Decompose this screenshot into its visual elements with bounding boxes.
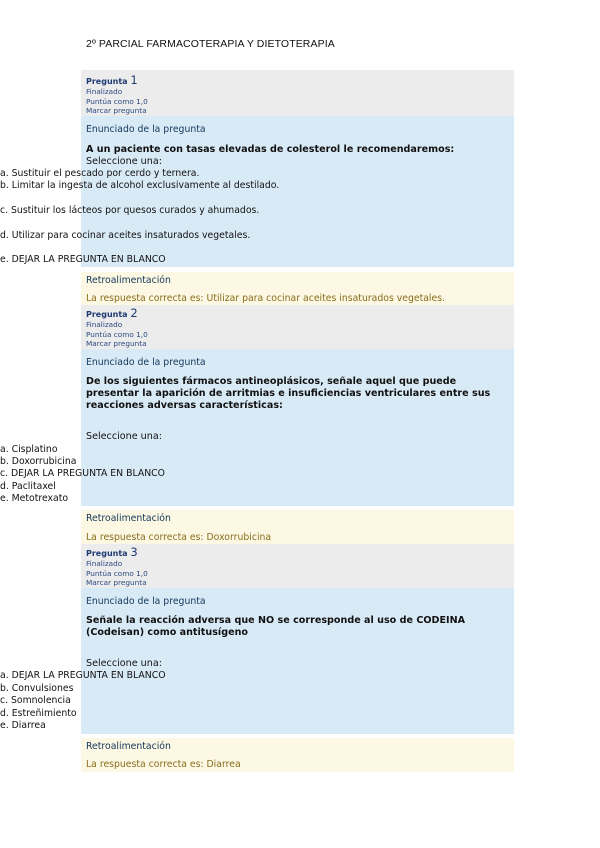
correct-answer: La respuesta correcta es: Doxorrubicina	[86, 532, 272, 543]
feedback-1	[81, 272, 514, 305]
question-content-2	[81, 349, 514, 506]
flag-question-link[interactable]: Marcar pregunta	[86, 339, 147, 348]
question-content-1	[81, 116, 514, 267]
statement-header: Enunciado de la pregunta	[86, 596, 206, 607]
select-label: Seleccione una:	[86, 156, 162, 167]
question-info-1	[81, 70, 514, 116]
answer-option-d[interactable]: d. Estreñimiento	[0, 708, 77, 719]
question-content-3	[81, 588, 514, 734]
flag-question-link[interactable]: Marcar pregunta	[86, 578, 147, 587]
answer-option-e[interactable]: e. Metotrexato	[0, 493, 69, 504]
flag-question-link[interactable]: Marcar pregunta	[86, 106, 147, 115]
answer-option-c[interactable]: c. Somnolencia	[0, 695, 71, 706]
answer-option-d[interactable]: d. Paclitaxel	[0, 481, 56, 492]
select-label: Seleccione una:	[86, 431, 162, 442]
answer-option-b[interactable]: b. Convulsiones	[0, 683, 74, 694]
question-stem: A un paciente con tasas elevadas de colesterol le recomendaremos:	[86, 144, 455, 155]
feedback-header: Retroalimentación	[86, 275, 171, 286]
question-stem: Señale la reacción adversa que NO se corresponde al uso de CODEINA (Codeisan) como antitusígeno	[86, 615, 466, 638]
question-number: Pregunta 3	[86, 545, 138, 559]
answer-option-e[interactable]: e. Diarrea	[0, 720, 46, 731]
question-status: Finalizado	[86, 559, 123, 568]
answer-option-a[interactable]: a. Cisplatino	[0, 444, 58, 455]
answer-option-e[interactable]: e. DEJAR LA PREGUNTA EN BLANCO	[0, 254, 166, 265]
question-score: Puntúa como 1,0	[86, 569, 148, 578]
statement-header: Enunciado de la pregunta	[86, 124, 206, 135]
question-status: Finalizado	[86, 320, 123, 329]
feedback-3	[81, 738, 514, 772]
document-title: 2º PARCIAL FARMACOTERAPIA Y DIETOTERAPIA	[86, 38, 335, 50]
question-number: Pregunta 2	[86, 306, 138, 320]
question-number: Pregunta 1	[86, 73, 138, 87]
answer-option-d[interactable]: d. Utilizar para cocinar aceites insaturados vegetales.	[0, 230, 251, 241]
statement-header: Enunciado de la pregunta	[86, 357, 206, 368]
answer-option-c[interactable]: c. DEJAR LA PREGUNTA EN BLANCO	[0, 468, 165, 479]
answer-option-c[interactable]: c. Sustituir los lácteos por quesos curados y ahumados.	[0, 205, 260, 216]
answer-option-a[interactable]: a. DEJAR LA PREGUNTA EN BLANCO	[0, 670, 166, 681]
question-stem: De los siguientes fármacos antineoplásicos, señale aquel que puede presentar la aparición de arritmias e insuficiencias ventriculares entre sus reacciones adversas características:	[86, 376, 491, 411]
feedback-header: Retroalimentación	[86, 513, 171, 524]
question-info-3	[81, 544, 514, 588]
answer-option-a[interactable]: a. Sustituir el pescado por cerdo y ternera.	[0, 168, 200, 179]
question-score: Puntúa como 1,0	[86, 97, 148, 106]
feedback-header: Retroalimentación	[86, 741, 171, 752]
correct-answer: La respuesta correcta es: Utilizar para cocinar aceites insaturados vegetales.	[86, 293, 446, 304]
question-info-2	[81, 305, 514, 349]
correct-answer: La respuesta correcta es: Diarrea	[86, 759, 241, 770]
question-score: Puntúa como 1,0	[86, 330, 148, 339]
answer-option-b[interactable]: b. Doxorrubicina	[0, 456, 77, 467]
question-status: Finalizado	[86, 87, 123, 96]
feedback-2	[81, 510, 514, 544]
answer-option-b[interactable]: b. Limitar la ingesta de alcohol exclusivamente al destilado.	[0, 180, 280, 191]
select-label: Seleccione una:	[86, 658, 162, 669]
